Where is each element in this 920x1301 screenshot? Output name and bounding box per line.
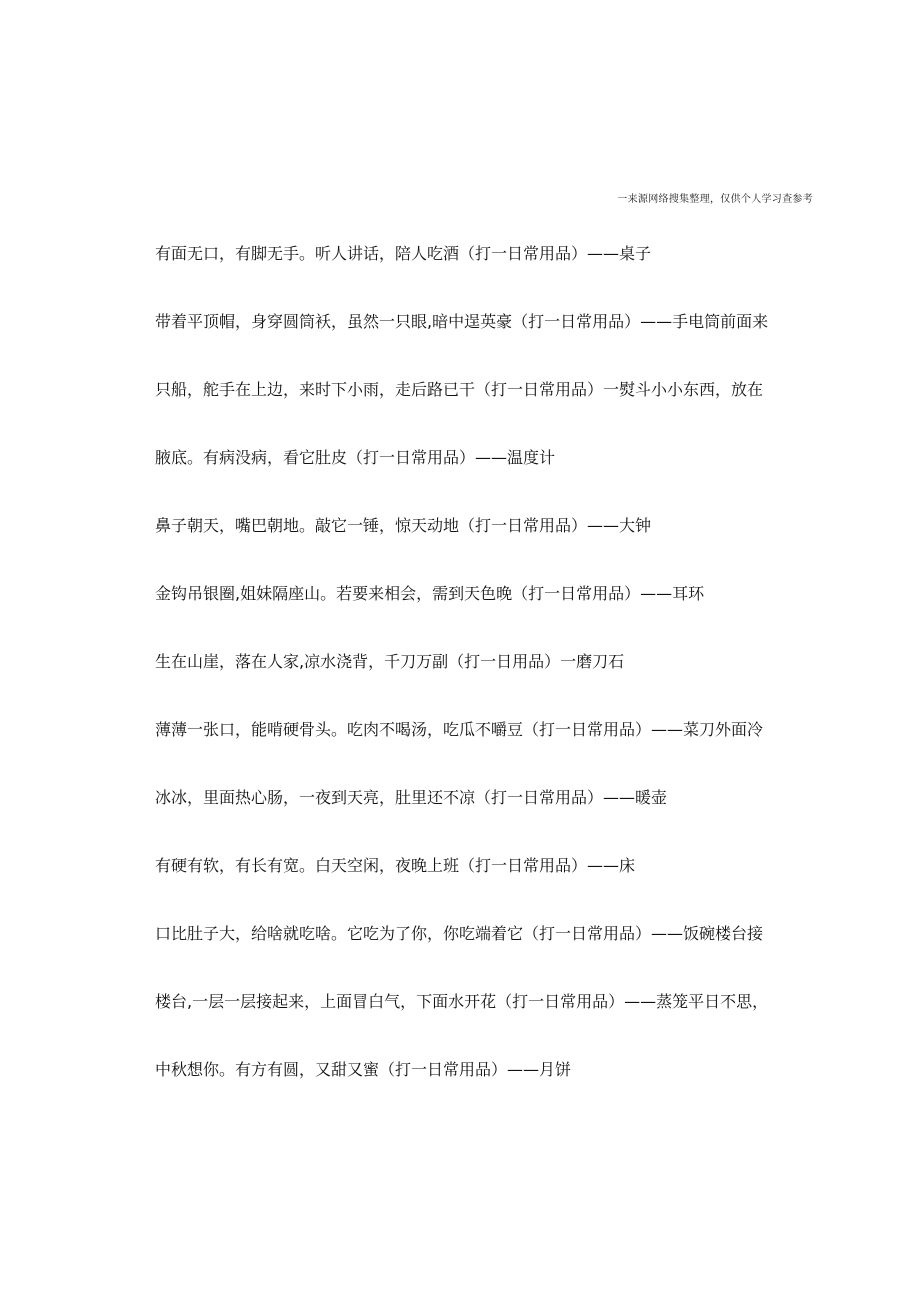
text-line: 有硬有软，有长有宽。白天空闲，夜晚上班（打一日常用品）——床 [155,856,636,875]
text-line: 口比肚子大，给啥就吃啥。它吃为了你，你吃端着它（打一日常用品）——饭碗楼台接 [155,924,764,943]
text-line: 带着平顶帽，身穿圆筒袄，虽然一只眼,暗中逞英豪（打一日常用品）——手电筒前面来 [155,312,769,331]
text-line: 只船，舵手在上边，来时下小雨，走后路已干（打一日常用品）一熨斗小小东西，放在 [155,380,764,399]
text-line: 楼台,一层一层接起来，上面冒白气，下面水开花（打一日常用品）——蒸笼平日不思， [155,992,769,1011]
header-note: 一来源网络搜集整理，仅供个人学习查参考 [617,194,813,205]
text-line: 金钩吊银圈,姐妹隔座山。若要来相会，需到天色晚（打一日常用品）——耳环 [155,584,705,603]
text-line: 生在山崖，落在人家,凉水浇背，千刀万副（打一日用品）一磨刀石 [155,652,625,671]
text-line: 薄薄一张口，能啃硬骨头。吃肉不喝汤，吃瓜不嚼豆（打一日常用品）——菜刀外面冷 [155,720,764,739]
text-line: 腋底。有病没病，看它肚皮（打一日常用品）——温度计 [155,448,556,467]
text-line: 中秋想你。有方有圆，又甜又蜜（打一日常用品）——月饼 [155,1060,572,1079]
text-line: 鼻子朝天，嘴巴朝地。敲它一锤，惊天动地（打一日常用品）——大钟 [155,516,652,535]
text-line: 冰冰，里面热心肠，一夜到天亮，肚里还不凉（打一日常用品）——暖壶 [155,788,668,807]
text-line: 有面无口，有脚无手。听人讲话，陪人吃酒（打一日常用品）——桌子 [155,244,652,263]
riddle-text-body [155,240,820,1124]
